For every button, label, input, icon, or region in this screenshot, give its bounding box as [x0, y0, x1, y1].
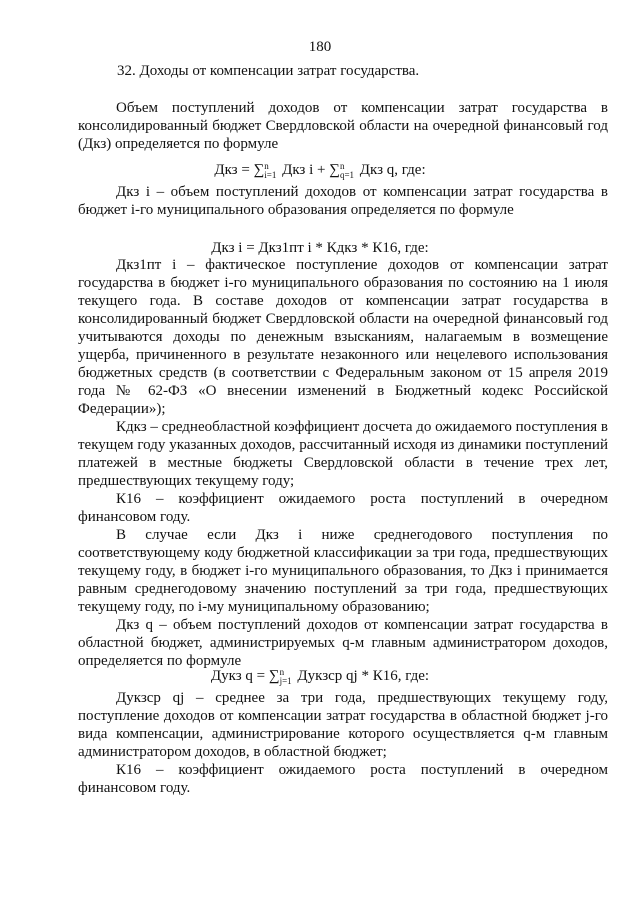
sum-lower: i=1	[264, 169, 277, 180]
def-dkz-q: Дкз q – объем поступлений доходов от компенсации затрат государства в областной бюджет, администрируемых q-м главным администратором доходов, определяется по формуле	[78, 617, 608, 669]
sum-symbol: ∑	[268, 668, 280, 684]
def-dkz-i-block	[78, 183, 608, 219]
intro-block	[78, 99, 608, 153]
formula-dkz	[0, 160, 640, 180]
definitions-block-2	[78, 689, 608, 797]
formula-dukz	[0, 666, 640, 686]
sum-limits	[280, 668, 292, 686]
page-number: 180	[308, 39, 332, 55]
formula-dukz-rhs: Дукзср qj * К16, где:	[297, 668, 430, 684]
sum-limits	[264, 162, 276, 180]
case-paragraph: В случае если Дкз i ниже среднегодового поступления по соответствующему коду бюджетной классификации за три года, предшествующих текущему году, в бюджет i-го муниципального образования, то Дкз i принимается равным среднегодовому значению поступлений за три года, предшествующих текущему году, по i-му муниципальному образованию;	[78, 527, 608, 615]
formula-dukz-lhs: Дукз q =	[210, 668, 266, 684]
sum-lower: j=1	[279, 675, 292, 686]
def-kdkz: Кдкз – среднеобластной коэффициент досчета до ожидаемого поступления в текущем году указанных доходов, рассчитанный исходя из динамики поступлений платежей в местные бюджеты Свердловской области в течение трех лет, предшествующих текущему году;	[78, 419, 608, 489]
section-heading: 32. Доходы от компенсации затрат государства.	[117, 63, 420, 79]
def-k16: К16 – коэффициент ожидаемого роста поступлений в очередном финансовом году.	[78, 762, 608, 796]
intro-paragraph: Объем поступлений доходов от компенсации затрат государства в консолидированный бюджет Свердловской области на очередной финансовый год (Дкз) определяется по формуле	[78, 100, 608, 152]
sum-limits	[340, 162, 354, 180]
def-k16: К16 – коэффициент ожидаемого роста поступлений в очередном финансовом году.	[78, 491, 608, 525]
sum-upper: n	[339, 160, 345, 171]
sum-lower: q=1	[339, 169, 355, 180]
sum-symbol: ∑	[253, 162, 265, 178]
formula-dkz-lhs: Дкз =	[214, 162, 250, 178]
sum-symbol: ∑	[329, 162, 340, 178]
sum-upper: n	[279, 666, 285, 677]
formula-dkz-i: Дкз i = Дкз1пт i * Кдкз * К16, где:	[211, 240, 429, 256]
definitions-block-1	[78, 256, 608, 670]
def-dkz-i: Дкз i – объем поступлений доходов от компенсации затрат государства в бюджет i-го муниципального образования определяется по формуле	[78, 184, 608, 218]
formula-dkz-term2: Дкз q, где:	[359, 162, 426, 178]
def-dukzsr: Дукзср qj – среднее за три года, предшествующих текущему году, поступление доходов от компенсации затрат государства в областной бюджет j-го вида компенсации, администрирование которого осуществляется q-м главным администратором доходов, в областной бюджет;	[78, 690, 608, 760]
formula-dkz-term1: Дкз i +	[282, 162, 326, 178]
sum-upper: n	[264, 160, 269, 171]
def-dkz1pt: Дкз1пт i – фактическое поступление доходов от компенсации затрат государства в бюджет i-го муниципального образования по состоянию на 1 июля текущего года. В составе доходов от компенсации затрат государства в консолидированный бюджет Свердловской области на очередной финансовый год учитываются доходы по денежным взысканиям, налагаемым в возмещение ущерба, причиненного в результате незаконного или нецелевого использования бюджетных средств (в соответствии с Федеральным законом от 15 апреля 2019 года № 62-ФЗ «О внесении изменений в Бюджетный кодекс Российской Федерации»);	[78, 257, 608, 417]
